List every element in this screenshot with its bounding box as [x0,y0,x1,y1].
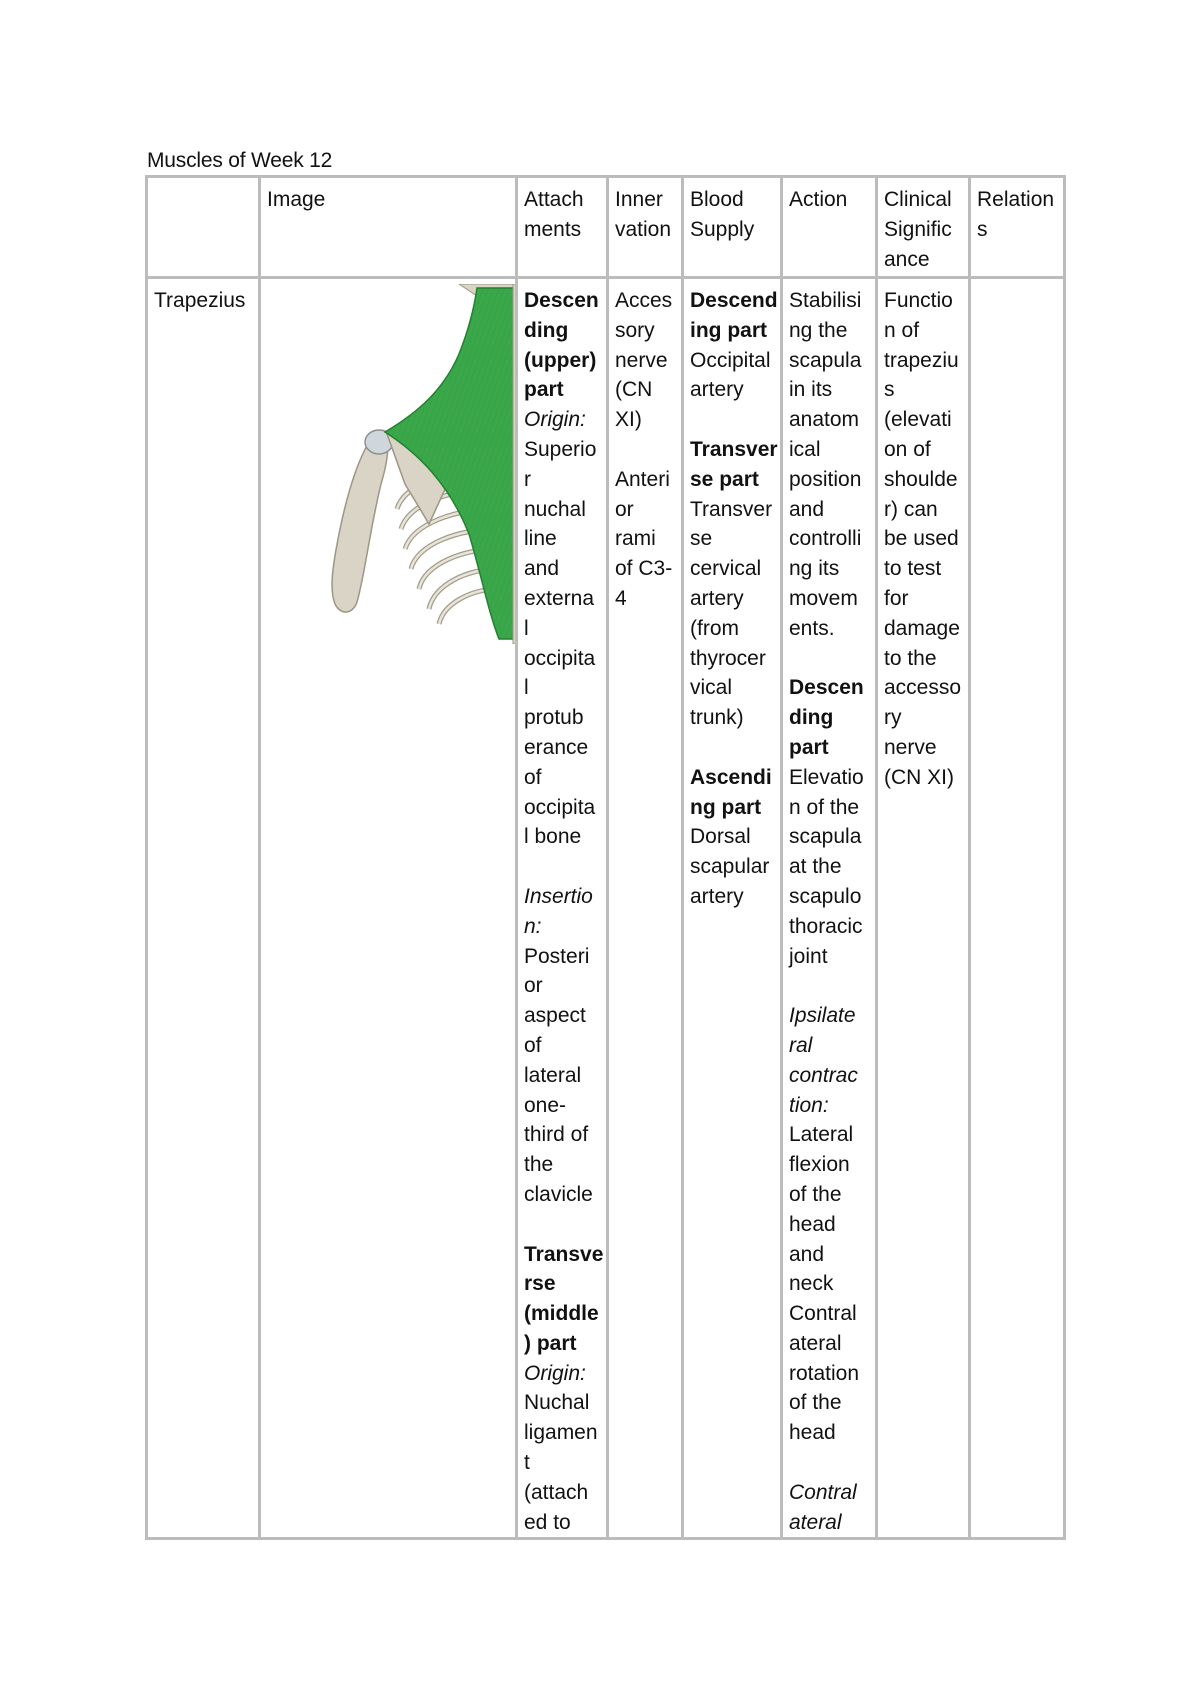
text-line: or [615,497,634,521]
text-line: Functio [884,289,953,312]
text-line: part [524,378,564,402]
text-line: se part [690,467,759,491]
text-line: ateral [789,1510,842,1534]
text-line: thoracic [789,914,863,938]
text-line: ing part [690,318,767,342]
text-line: ments [524,217,582,241]
text-line: artery [690,586,744,610]
text-line: scapular [690,855,770,879]
text-line: neck [789,1272,834,1296]
text-line: clavicle [524,1182,593,1206]
text-line: in its [789,378,833,402]
text-line: ligamen [524,1421,598,1445]
muscle-name: Trapezius [154,289,246,312]
text-line: trunk) [690,706,744,730]
text-line: Descend [690,289,778,312]
text-line: l [524,616,529,640]
text-line: to test [884,557,942,581]
text-line: trapeziu [884,348,959,372]
text-line: Relation [977,188,1055,211]
attachments-cell [517,278,608,1539]
text-line: of [524,765,542,789]
text-line: nerve [615,348,668,372]
text-line: Anteri [615,467,670,491]
text-line: controlli [789,527,862,551]
text-line: head [789,1421,836,1445]
text-line: Contral [789,1480,857,1504]
text-line: Inner [615,188,663,211]
text-line: Contral [789,1302,857,1326]
text-line: to the [884,646,937,670]
text-line: contrac [789,1063,858,1087]
text-line: ng the [789,318,848,342]
text-line: thyrocer [690,646,766,670]
text-line: Elevatio [789,765,864,789]
text-line: cervical [690,557,762,581]
text-line: of [524,1033,542,1057]
text-line: Transve [524,1242,604,1266]
text-line: vation [615,217,672,241]
text-line: ng its [789,557,840,581]
text-line: rami [615,527,656,551]
text-line: line [524,527,557,551]
text-line: n of the [789,795,860,819]
text-line: position [789,467,862,491]
text-line: and [789,1242,825,1266]
text-line: protub [524,706,584,730]
text-line: anatom [789,408,860,432]
paragraph-gap [690,405,775,435]
text-line: ical [789,437,821,461]
text-line: on of [884,437,931,461]
text-line: l [524,676,529,700]
text-line: at the [789,855,842,879]
text-line: occipita [524,795,596,819]
text-line: ding [524,318,569,342]
paragraph-gap [524,1210,601,1240]
paragraph-gap [690,733,775,763]
text-line: Origin: [524,408,586,432]
text-line: ed to [524,1510,571,1534]
text-line: ng part [690,795,762,819]
text-line: Attach [524,188,584,211]
text-line: damage [884,616,960,640]
text-line: sory [615,318,655,342]
text-line: be used [884,527,959,551]
text-line: for [884,586,909,610]
text-line: se [690,527,713,551]
header-blood-supply [683,177,782,278]
text-line: movem [789,586,858,610]
text-line: scapula [789,348,862,372]
text-line: vical [690,676,733,700]
blood-supply-cell [683,278,782,1539]
paragraph-gap [789,971,870,1001]
text-line: head [789,1212,836,1236]
humerus-icon [332,439,388,612]
text-line: Occipital [690,348,771,372]
text-line: (CN XI) [884,765,954,789]
header-relations [970,177,1065,278]
paragraph-gap [615,435,676,465]
text-line: ents. [789,616,835,640]
text-line: Ascendi [690,765,772,789]
text-line: nuchal [524,497,586,521]
text-line: Descen [524,289,599,312]
text-line: and [524,557,560,581]
text-line: (elevati [884,408,952,432]
text-line: Nuchal [524,1391,590,1415]
trapezius-row [147,278,1065,1539]
text-line: externa [524,586,595,610]
header-clinical-significance [877,177,970,278]
text-line: Supply [690,217,755,241]
text-line: r [524,467,531,491]
text-line: ry [884,706,902,730]
text-line: (upper) [524,348,597,372]
text-line: of the [789,1182,842,1206]
text-line: ance [884,247,930,271]
text-line: Acces [615,289,673,312]
text-line: r) can [884,497,938,521]
text-line: Stabilisi [789,289,862,312]
text-line: and [789,497,825,521]
text-line: ral [789,1033,813,1057]
text-line: Dorsal [690,825,751,849]
text-line: Signific [884,217,952,241]
text-line: s [977,217,988,241]
header-attachments [517,177,608,278]
innervation-cell [608,278,683,1539]
text-line: (attach [524,1480,589,1504]
image-cell [260,278,517,1539]
text-line: Insertio [524,884,593,908]
text-line: Posteri [524,944,590,968]
text-line: Transver [690,497,773,521]
text-line: nerve [884,735,937,759]
text-line: aspect [524,1004,586,1028]
text-line: n of [884,318,920,342]
text-line: part [789,735,829,759]
paragraph-gap [524,852,601,882]
text-line: or [524,974,543,998]
document-title: Muscles of Week 12 [147,149,333,172]
paragraph-gap [789,644,870,674]
text-line: Image [267,188,326,211]
text-line: occipita [524,646,596,670]
text-line: scapula [789,825,862,849]
text-line: n: [524,914,542,938]
text-line: (middle [524,1302,599,1326]
trapezius-muscle-illustration-icon [309,284,517,644]
text-line: joint [789,944,828,968]
text-line: scapulo [789,884,862,908]
text-line: rotation [789,1361,860,1385]
text-line: artery [690,378,744,402]
text-line: Action [789,188,848,211]
header-image [260,177,517,278]
clinical-significance-cell [877,278,970,1539]
header-empty-cell [147,177,260,278]
text-line: accesso [884,676,962,700]
text-line: of C3- [615,557,673,581]
text-line: Transver [690,437,778,461]
text-line: ding [789,706,834,730]
relations-cell [970,278,1065,1539]
text-line: (CN [615,378,653,402]
text-line: t [524,1451,530,1475]
text-line: ateral [789,1331,842,1355]
text-line: shoulde [884,467,958,491]
text-line: the [524,1153,554,1177]
text-line: artery [690,884,744,908]
text-line: flexion [789,1153,850,1177]
text-line: lateral [524,1063,582,1087]
header-action [782,177,877,278]
text-line: l bone [524,825,582,849]
text-line: Superio [524,437,597,461]
text-line: Blood [690,188,744,211]
header-row [147,177,1065,278]
text-line: erance [524,735,589,759]
text-line: Lateral [789,1123,854,1147]
text-line: Ipsilate [789,1004,856,1028]
text-line: Descen [789,676,864,700]
text-line: of the [789,1391,842,1415]
text-line: Origin: [524,1361,586,1385]
muscle-table [145,175,1066,1540]
text-line: 4 [615,586,627,610]
text-line: XI) [615,408,642,432]
header-innervation [608,177,683,278]
action-cell [782,278,877,1539]
paragraph-gap [789,1448,870,1478]
muscle-name-cell [147,278,260,1539]
text-line: tion: [789,1093,829,1117]
text-line: Clinical [884,188,952,211]
text-line: ) part [524,1331,577,1355]
text-line: one- [524,1093,567,1117]
text-line: s [884,378,895,402]
text-line: (from [690,616,739,640]
text-line: third of [524,1123,589,1147]
text-line: rse [524,1272,556,1296]
